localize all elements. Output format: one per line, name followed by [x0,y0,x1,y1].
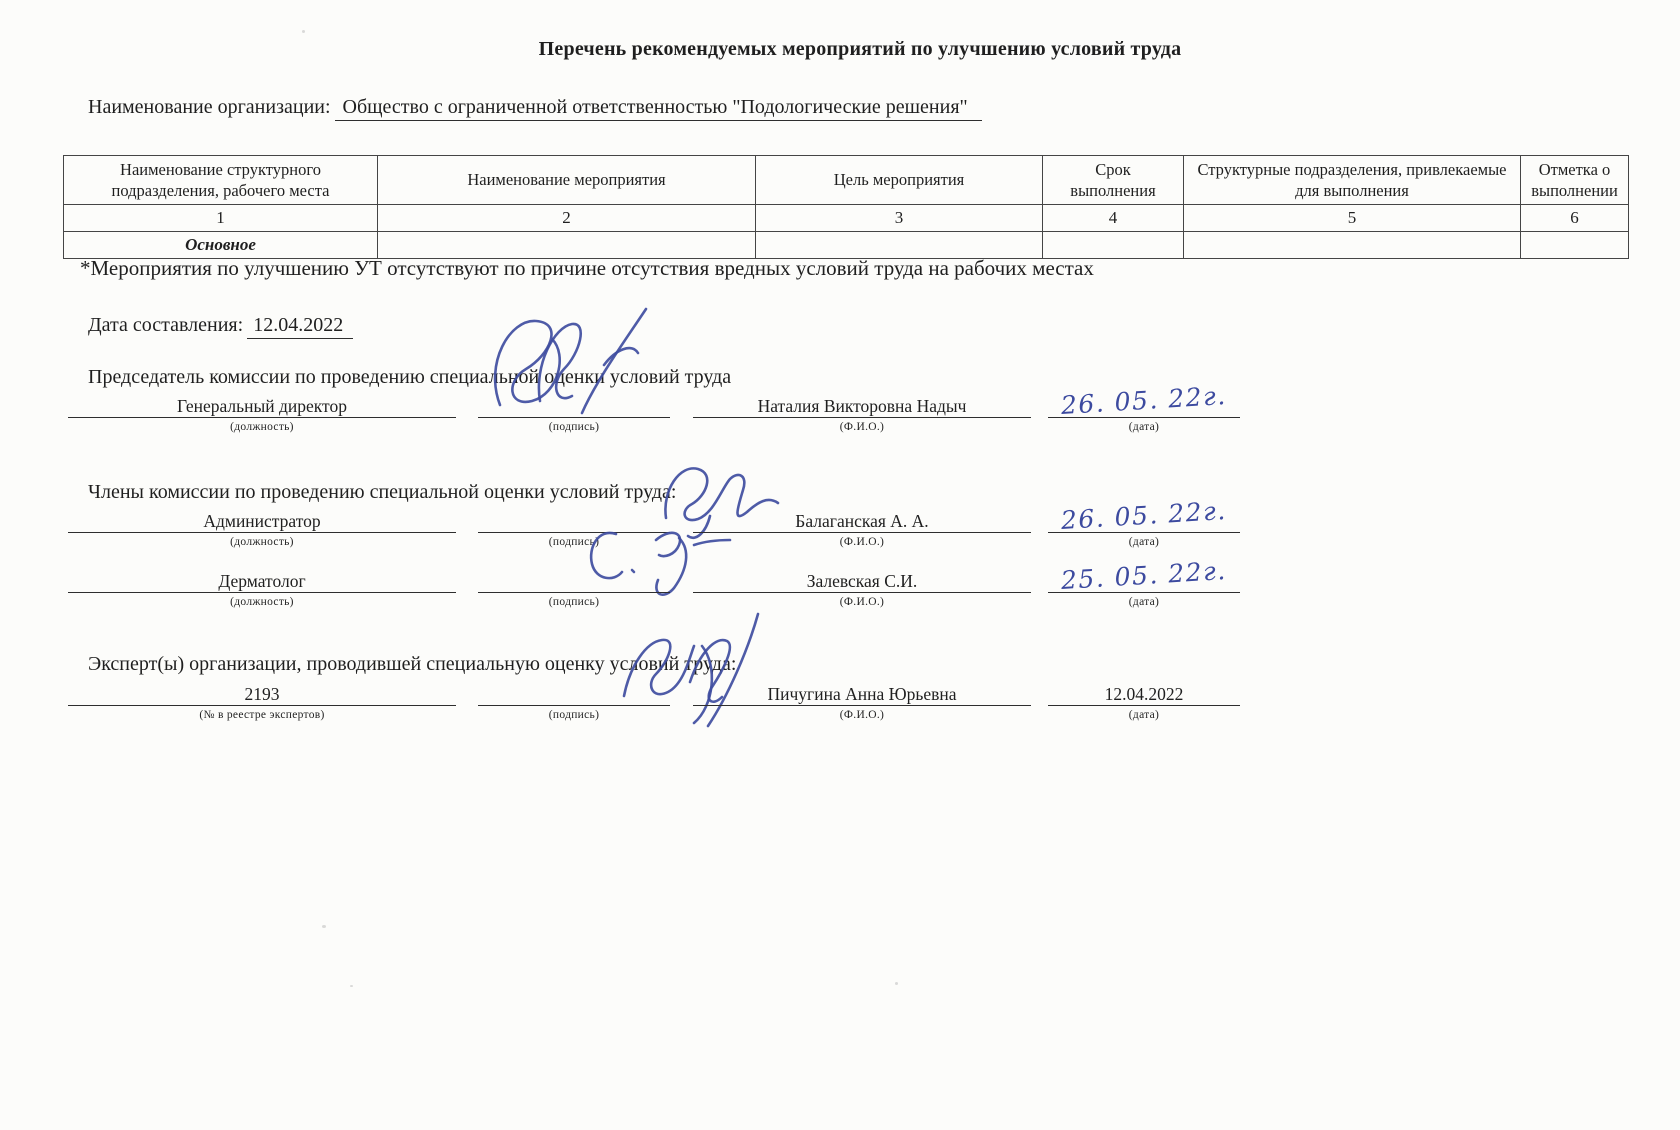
scan-artifact [302,30,305,33]
date-value-handwritten: 26. 05. 22г. [1060,380,1228,421]
document-title: Перечень рекомендуемых мероприятий по улучшению условий труда [538,38,1182,60]
name-label: (Ф.И.О.) [839,421,885,433]
section-heading-experts: Эксперт(ы) организации, проводившей специальную оценку условий труда: [88,653,737,675]
position-field [68,393,456,433]
table-cell-unit: Основное [64,231,378,258]
signature-line [478,508,670,533]
date-value: 12.04.2022 [1048,681,1240,706]
table-row [64,231,1629,258]
section-heading-members: Члены комиссии по проведению специальной оценки условий труда: [88,481,677,503]
col-number: 6 [1521,205,1629,232]
table-cell [1521,231,1629,258]
name-value: Наталия Викторовна Надыч [693,393,1031,418]
name-field [693,681,1031,721]
table-cell [1184,231,1521,258]
signature-field [478,681,670,721]
col-header-measure-name: Наименование мероприятия [378,156,756,205]
signature-label: (подпись) [548,536,600,548]
signature-label: (подпись) [548,596,600,608]
col-header-completion-mark: Отметка о выполнении [1521,156,1629,205]
compile-date-value: 12.04.2022 [247,314,353,339]
organization-value: Общество с ограниченной ответственностью "Подологические решения" [335,96,982,121]
position-field [68,508,456,548]
signature-label: (подпись) [548,421,600,433]
compile-date-label: Дата составления: [88,314,244,336]
footnote: *Мероприятия по улучшению УТ отсутствуют по причине отсутствия вредных условий труда на рабочих местах [80,256,1094,280]
signature-label: (подпись) [548,709,600,721]
position-value: Администратор [68,508,456,533]
name-label: (Ф.И.О.) [839,536,885,548]
date-label: (дата) [1128,709,1160,721]
organization-line [88,96,982,119]
col-number: 3 [756,205,1043,232]
name-field [693,393,1031,433]
signature-line [478,393,670,418]
col-number: 5 [1184,205,1521,232]
section-heading-chairman: Председатель комиссии по проведению специальной оценки условий труда [88,366,732,388]
date-field [1048,681,1240,721]
registry-number-value: 2193 [68,681,456,706]
date-field [1048,495,1240,548]
table-cell [756,231,1043,258]
compile-date-line [88,314,353,337]
position-value: Генеральный директор [68,393,456,418]
name-field [693,508,1031,548]
position-label: (должность) [230,596,294,608]
signature-field [478,508,670,548]
position-value: Дерматолог [68,568,456,593]
position-field [68,568,456,608]
signature-field [478,568,670,608]
col-header-measure-goal: Цель мероприятия [756,156,1043,205]
table-cell [1043,231,1184,258]
col-number: 2 [378,205,756,232]
scan-artifact [895,982,898,985]
col-header-structural-unit: Наименование структурного подразделения, рабочего места [64,156,378,205]
col-header-deadline: Срок выполнения [1043,156,1184,205]
position-label: (должность) [230,536,294,548]
date-field [1048,555,1240,608]
date-value-handwritten: 26. 05. 22г. [1060,495,1228,536]
table-cell [378,231,756,258]
name-label: (Ф.И.О.) [839,709,885,721]
name-value: Залевская С.И. [693,568,1031,593]
table-header-row [64,156,1629,205]
date-label: (дата) [1128,421,1160,433]
signature-line [478,568,670,593]
col-number: 1 [64,205,378,232]
date-field [1048,380,1240,433]
date-value-handwritten: 25. 05. 22г. [1060,555,1228,596]
col-header-involved-units: Структурные подразделения, привлекаемые для выполнения [1184,156,1521,205]
position-label: (должность) [230,421,294,433]
registry-number-label: (№ в реестре экспертов) [199,709,325,721]
organization-label: Наименование организации: [88,96,331,118]
name-field [693,568,1031,608]
signature-line [478,681,670,706]
scan-artifact [322,925,326,928]
name-value: Пичугина Анна Юрьевна [693,681,1031,706]
date-label: (дата) [1128,536,1160,548]
name-label: (Ф.И.О.) [839,596,885,608]
table-number-row [64,205,1629,232]
col-number: 4 [1043,205,1184,232]
date-label: (дата) [1128,596,1160,608]
measures-table [63,155,1629,259]
expert-registry-field [68,681,456,721]
scan-artifact [350,985,353,987]
signature-field [478,393,670,433]
name-value: Балаганская А. А. [693,508,1031,533]
